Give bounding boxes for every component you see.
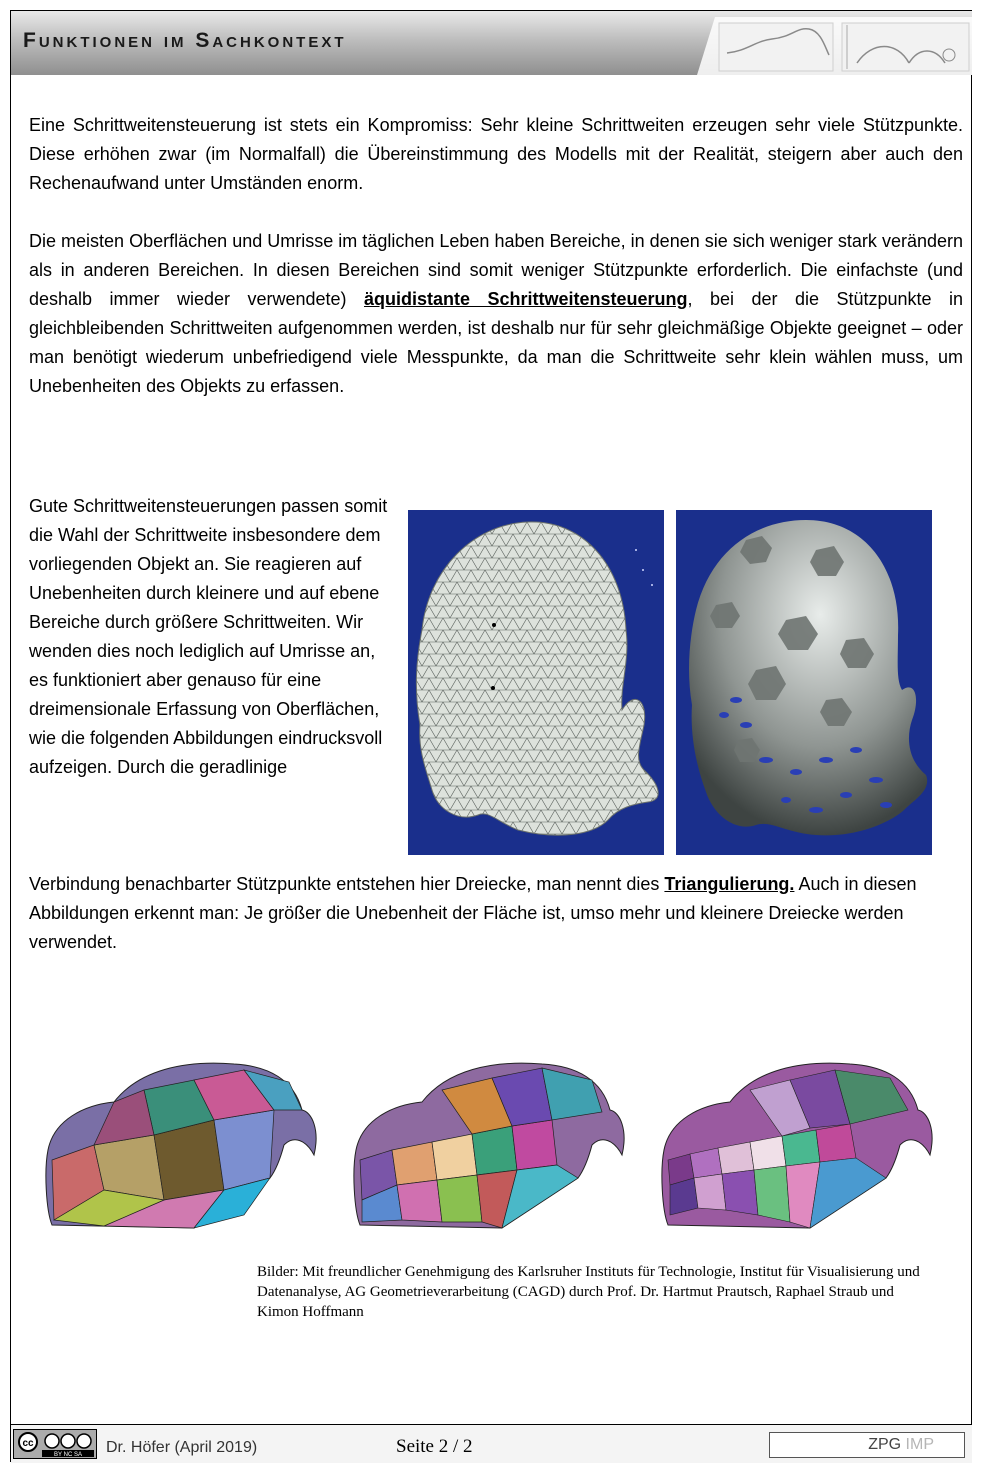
paragraph-equidistant bbox=[29, 227, 963, 401]
header-curve-illustration bbox=[697, 11, 972, 75]
image-credits: Bilder: Mit freundlicher Genehmigung des Karlsruher Instituts für Technologie, Institut für Visualisierung und Datenanalyse, AG Geometrieverarbeitung (CAGD) durch Prof. Dr. Hartmut Prautsch, Raphael Straub und Kimon Hoffmann bbox=[257, 1264, 920, 1320]
svg-text:cc: cc bbox=[22, 1438, 34, 1449]
paragraph-equidistant-text-2: , bei der die Stützpunkte in gleichbleibenden Schrittweiten aufgenommen werden, ist deshalb nur für sehr gleichmäßige Objekte geeignet – oder man benötigt wiederum unbefriedigend viele Messpunkte, da man die Schrittweite sehr klein wählen muss, um Unebenheiten des Objekts zu erfassen. bbox=[29, 289, 963, 396]
page-header bbox=[11, 11, 972, 75]
paragraph-triangulation-text-2: Auch in diesen Abbildungen erkennt man: Je größer die Unebenheit der Fläche ist, umso mehr und kleinere Dreiecke werden verwendet. bbox=[29, 874, 917, 952]
footer-page-number: Seite 2 / 2 bbox=[396, 1436, 473, 1457]
page-footer bbox=[11, 1424, 972, 1463]
head-shaded-drawing bbox=[676, 510, 932, 855]
footer-brand bbox=[769, 1432, 965, 1458]
head-mesh-image bbox=[408, 510, 664, 855]
paragraph-intro: Eine Schrittweitensteuerung ist stets ein Kompromiss: Sehr kleine Schrittweiten erzeugen sehr viele Stützpunkte. Diese erhöhen zwar (im Normalfall) die Übereinstimmung des Modells mit der Realität, steigern aber auch den Rechenaufwand unter Umständen enorm. bbox=[29, 115, 963, 193]
car-triangulation-medium bbox=[352, 1050, 628, 1230]
paragraph-triangulation bbox=[29, 870, 963, 957]
footer-brand-imp: IMP bbox=[905, 1436, 934, 1453]
head-shaded-image bbox=[676, 510, 932, 855]
cc-license-badge[interactable] bbox=[13, 1429, 97, 1459]
term-equidistant: äquidistante Schrittweitensteuerung bbox=[364, 289, 688, 309]
head-mesh-drawing bbox=[408, 510, 664, 855]
paragraph-triangulation-text-1: Verbindung benachbarter Stützpunkte entstehen hier Dreiecke, man nennt dies bbox=[29, 874, 665, 894]
footer-author: Dr. Höfer (April 2019) bbox=[106, 1439, 258, 1456]
footer-brand-zpg: ZPG bbox=[868, 1436, 902, 1453]
paragraph-adaptive-wrapped: Gute Schrittweitensteuerungen passen somit die Wahl der Schrittweite insbesondere dem vorliegenden Objekt an. Sie reagieren auf Unebenheiten durch kleinere und auf ebene Bereiche durch größere Schrittweiten. Wir wenden dies noch lediglich auf Umrisse an, es funktioniert aber genauso für eine dreimensionale Erfassung von Oberflächen, wie die folgenden Abbildungen eindrucksvoll aufzeigen. Durch die geradlinige bbox=[29, 496, 388, 777]
cc-license-icon bbox=[14, 1430, 96, 1458]
car-triangulation-coarse bbox=[44, 1050, 320, 1230]
cc-license-icon-label: BY NC SA bbox=[54, 1452, 82, 1458]
paragraph-equidistant-text-1: Die meisten Oberflächen und Umrisse im täglichen Leben haben Bereiche, in denen sie sich weniger stark verändern als in anderen Bereichen. In diesen Bereichen sind somit weniger Stützpunkte erforderlich. Die einfachste (und deshalb immer wieder verwendete) bbox=[29, 231, 963, 309]
car-triangulation-fine bbox=[660, 1050, 936, 1230]
page-title: Funktionen im Sachkontext bbox=[23, 29, 347, 52]
term-triangulation: Triangulierung. bbox=[664, 874, 795, 894]
